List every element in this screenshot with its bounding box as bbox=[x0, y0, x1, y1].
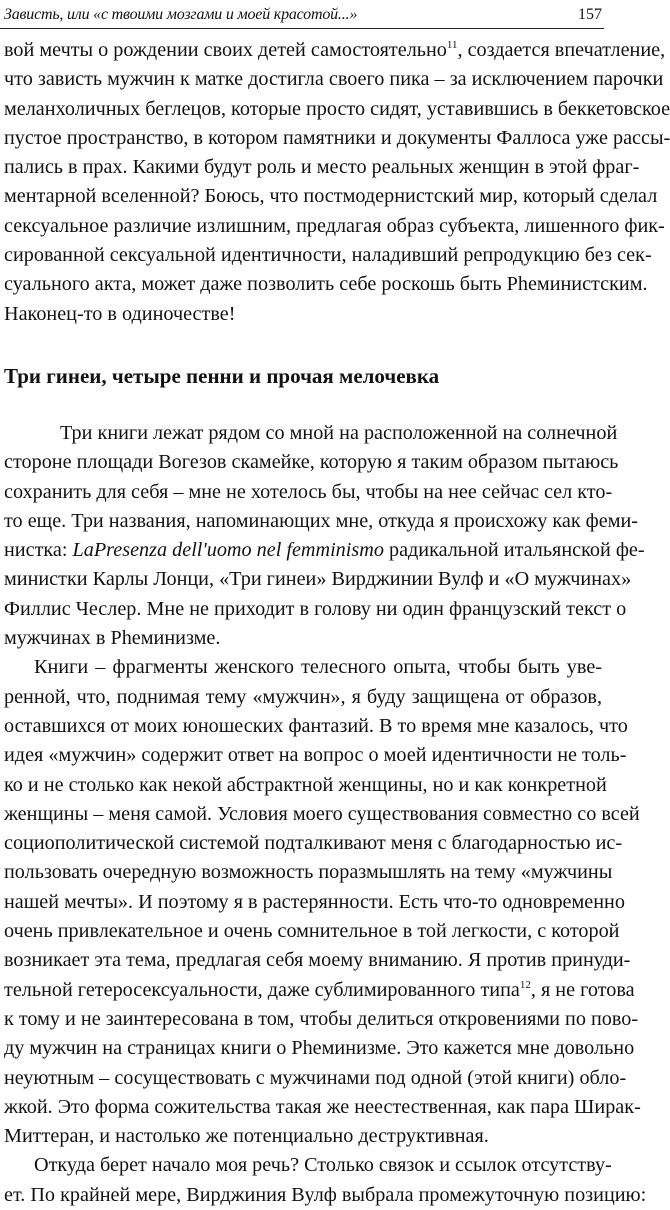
paragraph-3: Книги – фрагменты женского телесного опыта, чтобы быть уве- ренной, что, поднимая тему «мужчин», я буду защищена от образов, оставшихся от моих юношеских фантазий. В то время мне казалось, что идея «мужчин» содержит ответ на вопрос о моей идентичности не толь- ко и не столько как некой абстрактной женщины, но и как конкретной женщины – меня самой. Условия моего существования совместно со всей социополитической системой подталкивают меня с благодарностью ис- пользовать очередную возможность поразмышлять на тему «мужчины нашей мечты». И поэтому я в растерянности. Есть что-то одновременно очень привлекательное и очень сомнительное в той легкости, с которой возникает эта тема, предлагая себя моему вниманию. Я против принуди- тельной гетеросексуальности, даже сублимированного типа$^{12}$, я не готова к тому и не заинтересована в том, чтобы делиться откровениями по пово- ду мужчин на страницах книги о Pheминизме. Это кажется мне довольно неуютным – сосуществовать с мужчинами под одной (этой книги) обло- жкой. Это форма сожительства такая же неестественная, как пара Ширак- Миттеран, и настолько же потенциально деструктивная. bbox=[4, 656, 641, 1148]
section-heading: Три гинеи, четыре пенни и прочая мелочевка bbox=[4, 363, 440, 388]
paragraph-1: вой мечты о рождении своих детей самостоятельно$^{11}$, создается впечатление, что зависть мужчин к матке достигла своего пика – за исключением парочки меланхоличных беглецов, которые просто сидят, уставившись в беккетовское пустое пространство, в котором памятники и документы Фаллоса уже рассы- пались в прах. Какими будут роль и место реальных женщин в этой фраг- ментарной вселенной? Боюсь, что постмодернистский мир, который сделал сексуальное различие излишним, предлагая образ субъекта, лишенного фик- сированной сексуальной идентичности, наладивший репродукцию без сек- суального акта, может даже позволить себе роскошь быть Pheминистским. Наконец-то в одиночестве! bbox=[4, 39, 670, 325]
running-head-title: Зависть, или «с твоими мозгами и моей красотой...» bbox=[4, 6, 358, 23]
footnote-ref-12[interactable]: 12 bbox=[519, 978, 531, 991]
page-number: 157 bbox=[578, 6, 602, 23]
page-body bbox=[4, 36, 670, 1210]
paragraph-4: Откуда берет начало моя речь? Столько связок и ссылок отсутству- ет. По крайней мере, Вирджиния Вулф выбрала промежуточную позицию: bbox=[4, 1154, 647, 1206]
footnote-ref-11[interactable]: 11 bbox=[446, 39, 458, 51]
paragraph-2: Три книги лежат рядом со мной на расположенной на солнечной стороне площади Вогезов скамейке, которую я таким образом пытаюсь сохранить для себя – мне не хотелось бы, чтобы на нее сейчас сел кто- то еще. Три названия, напоминающих мне, откуда я происхожу как феми- нистка: LaPresenza dell'uomo nel femminismo радикальной итальянской фе- министки Карлы Лонци, «Три гинеи» Вирджинии Вулф и «О мужчинах» Филлис Чеслер. Мне не приходит в голову ни один французский текст о мужчинах в Pheминизме. bbox=[4, 421, 645, 650]
running-head bbox=[0, 4, 604, 29]
italic-book-title: LaPresenza dell'uomo nel femminismo bbox=[72, 539, 384, 562]
